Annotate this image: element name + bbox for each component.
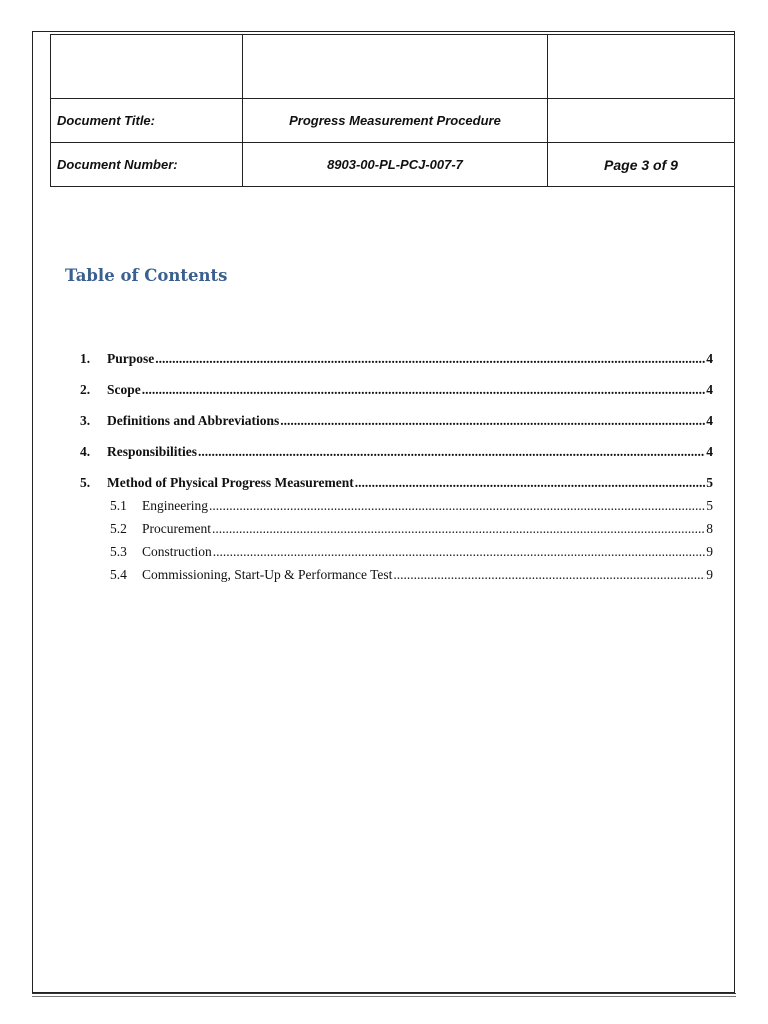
toc-dot-leader	[280, 413, 705, 429]
toc-entry-title: Scope	[107, 382, 141, 397]
toc-entry-definitions[interactable]	[80, 413, 713, 429]
toc-dot-leader	[213, 544, 706, 560]
toc-dot-leader	[155, 351, 705, 367]
document-number-label: Document Number:	[51, 143, 243, 187]
toc-subentry-page: 9	[706, 567, 713, 582]
footer-rule	[32, 993, 736, 994]
header-row-logo	[51, 35, 735, 99]
toc-dot-leader	[142, 382, 706, 398]
toc-entry-method[interactable]	[80, 475, 713, 491]
toc-subentry-procurement[interactable]	[80, 521, 713, 537]
toc-dot-leader	[393, 567, 705, 583]
toc-entry-number: 3.	[80, 413, 91, 428]
toc-subentry-page: 5	[706, 498, 713, 513]
toc-entry-page: 4	[706, 351, 713, 366]
header-row-number	[51, 143, 735, 187]
document-title-value: Progress Measurement Procedure	[243, 99, 548, 143]
document-title-label: Document Title:	[51, 99, 243, 143]
toc-entry-purpose[interactable]	[80, 351, 713, 367]
toc-dot-leader	[212, 521, 705, 537]
footer-rule-secondary	[32, 996, 736, 997]
toc-entry-title: Definitions and Abbreviations	[107, 413, 280, 428]
document-header-table	[50, 34, 735, 187]
header-row-title	[51, 99, 735, 143]
page-indicator: Page 3 of 9	[548, 143, 735, 187]
header-cell-empty	[548, 99, 735, 143]
toc-dot-leader	[198, 444, 705, 460]
toc-subentry-commissioning[interactable]	[80, 567, 713, 583]
toc-subentry-title: Procurement	[142, 521, 211, 536]
toc-entry-number: 5.	[80, 475, 91, 490]
document-number-value: 8903-00-PL-PCJ-007-7	[243, 143, 548, 187]
toc-subentry-number: 5.2	[110, 521, 127, 536]
toc-subentry-number: 5.1	[110, 498, 127, 513]
header-cell-empty	[243, 35, 548, 99]
toc-subentry-engineering[interactable]	[80, 498, 713, 514]
toc-entry-title: Responsibilities	[107, 444, 198, 459]
toc-entry-title: Purpose	[107, 351, 155, 366]
toc-subentry-construction[interactable]	[80, 544, 713, 560]
toc-subentry-number: 5.3	[110, 544, 127, 559]
header-cell-empty	[548, 35, 735, 99]
toc-subentry-number: 5.4	[110, 567, 127, 582]
toc-entry-scope[interactable]	[80, 382, 713, 398]
toc-entry-number: 2.	[80, 382, 91, 397]
toc-dot-leader	[355, 475, 706, 491]
header-cell-empty	[51, 35, 243, 99]
toc-entry-page: 4	[706, 413, 713, 428]
toc-entry-page: 5	[706, 475, 713, 490]
toc-dot-leader	[209, 498, 705, 514]
toc-entry-page: 4	[706, 444, 713, 459]
toc-entry-responsibilities[interactable]	[80, 444, 713, 460]
toc-entry-title: Method of Physical Progress Measurement	[107, 475, 354, 490]
toc-subentry-title: Construction	[142, 544, 212, 559]
toc-subentry-page: 8	[706, 521, 713, 536]
toc-entry-page: 4	[706, 382, 713, 397]
toc-entry-number: 1.	[80, 351, 91, 366]
toc-subentry-page: 9	[706, 544, 713, 559]
toc-subentry-title: Engineering	[142, 498, 208, 513]
toc-subentry-title: Commissioning, Start-Up & Performance Test	[142, 567, 393, 582]
toc-entry-number: 4.	[80, 444, 91, 459]
toc-heading: Table of Contents	[65, 266, 228, 285]
